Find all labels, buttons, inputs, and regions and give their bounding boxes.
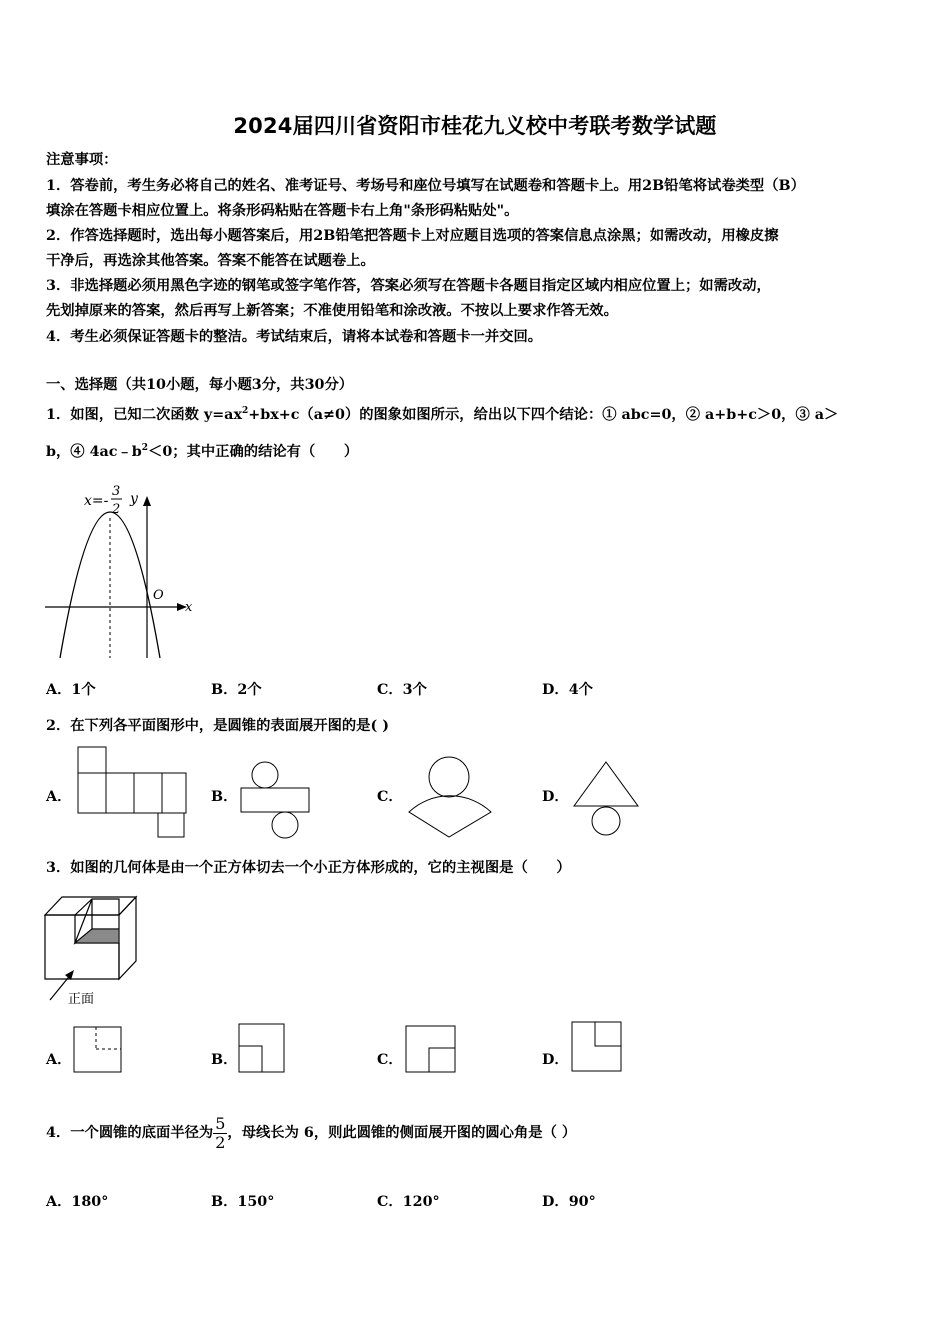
q2-figure-b-cylinder-net bbox=[238, 758, 313, 840]
q3-option-a[interactable]: A． bbox=[46, 1052, 72, 1068]
notice-line: 2．作答选择题时，选出每小题答案后，用2B铅笔把答题卡上对应题目选项的答案信息点涂黑；如需改动，用橡皮擦 bbox=[46, 228, 779, 244]
notice-line: 4．考生必须保证答题卡的整洁。考试结束后，请将本试卷和答题卡一并交回。 bbox=[46, 329, 543, 345]
q2-option-b[interactable]: B． bbox=[211, 789, 238, 805]
q3-figure-d-front-view bbox=[570, 1020, 624, 1074]
section-heading: 一、选择题（共10小题，每小题3分，共30分） bbox=[46, 377, 354, 393]
q1-option-a[interactable]: A．1个 bbox=[46, 682, 96, 698]
notice-line: 先划掉原来的答案，然后再写上新答案；不准使用铅笔和涂改液。不按以上要求作答无效。 bbox=[46, 303, 618, 319]
q3-option-d[interactable]: D． bbox=[542, 1052, 569, 1068]
q2-option-a[interactable]: A． bbox=[46, 789, 72, 805]
q4-option-d[interactable]: D．90° bbox=[542, 1194, 596, 1210]
axis-of-symmetry-label: x=- bbox=[84, 493, 109, 509]
notice-line: 干净后，再选涂其他答案。答案不能答在试题卷上。 bbox=[46, 253, 375, 269]
q1-option-b[interactable]: B．2个 bbox=[211, 682, 262, 698]
question-4-text: 4．一个圆锥的底面半径为 $\frac{5}{2}$ ，母线长为 6，则此圆锥的侧面展开图的圆心角是（ ） bbox=[46, 1113, 577, 1152]
q2-figure-d-triangle-circle bbox=[570, 758, 642, 840]
x-axis-label: x bbox=[185, 600, 193, 615]
question-3-text: 3．如图的几何体是由一个正方体切去一个小正方体形成的，它的主视图是（ ） bbox=[46, 860, 571, 876]
parabola-graph bbox=[42, 478, 202, 663]
q2-option-d[interactable]: D． bbox=[542, 789, 569, 805]
y-axis-arrow bbox=[143, 496, 151, 506]
q3-option-c[interactable]: C． bbox=[377, 1052, 403, 1068]
q3-solid-figure bbox=[42, 893, 142, 1008]
q4-option-b[interactable]: B．150° bbox=[211, 1194, 275, 1210]
fraction-numerator: 3 bbox=[112, 484, 121, 499]
notice-heading: 注意事项： bbox=[46, 152, 118, 168]
notice-line: 填涂在答题卡相应位置上。将条形码粘贴在答题卡右上角"条形码粘贴处"。 bbox=[46, 203, 519, 219]
q2-figure-c-cone-net bbox=[403, 755, 495, 842]
q3-option-b[interactable]: B． bbox=[211, 1052, 238, 1068]
q2-figure-a-cube-net bbox=[74, 745, 189, 840]
question-1-line-2: b，④ $4ac﹣b^2<0$；其中正确的结论有（ ） bbox=[46, 443, 359, 460]
fraction-five-halves: $\frac{5}{2}$ bbox=[215, 1113, 226, 1152]
q1-option-c[interactable]: C．3个 bbox=[377, 682, 427, 698]
question-2-text: 2．在下列各平面图形中，是圆锥的表面展开图的是( ) bbox=[46, 718, 389, 734]
origin-label: O bbox=[153, 588, 164, 603]
q2-option-c[interactable]: C． bbox=[377, 789, 403, 805]
q4-option-a[interactable]: A．180° bbox=[46, 1194, 109, 1210]
question-1-line-1: 1．如图，已知二次函数 $y=ax^2+bx+c(a\ne 0)$的图象如图所示，给出以下四个结论：① abc=0，② a+b+c＞0，③ a＞ bbox=[46, 406, 839, 423]
notice-line: 1．答卷前，考生务必将自己的姓名、准考证号、考场号和座位号填写在试题卷和答题卡上。用2B铅笔将试卷类型（B） bbox=[46, 178, 805, 194]
q3-figure-a-front-view bbox=[72, 1025, 124, 1075]
notice-line: 3．非选择题必须用黑色字迹的钢笔或签字笔作答，答案必须写在答题卡各题目指定区域内相应位置上；如需改动， bbox=[46, 278, 771, 294]
fraction-denominator: 2 bbox=[112, 502, 121, 517]
page-title: 2024届四川省资阳市桂花九义校中考联考数学试题 bbox=[233, 114, 717, 138]
q3-figure-c-front-view bbox=[404, 1024, 458, 1075]
front-label: 正面 bbox=[68, 992, 95, 1007]
q3-figure-b-front-view bbox=[237, 1022, 287, 1075]
q1-option-d[interactable]: D．4个 bbox=[542, 682, 593, 698]
q4-option-c[interactable]: C．120° bbox=[377, 1194, 440, 1210]
y-axis-label: y bbox=[130, 491, 138, 507]
